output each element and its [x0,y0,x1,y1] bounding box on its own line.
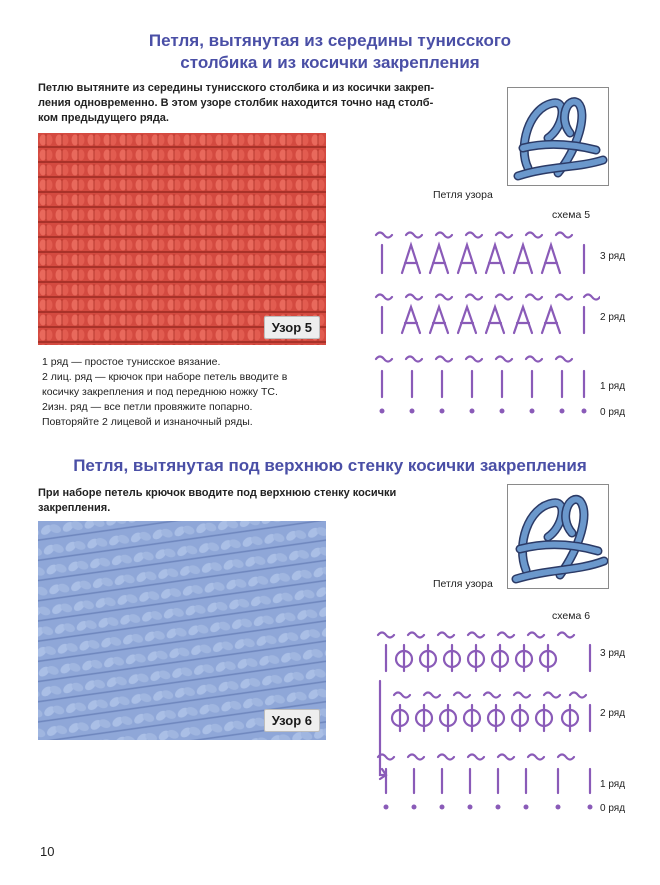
stitch-caption-1: Петля узора [433,189,493,201]
schema5-row1-label: 1 ряд [600,381,626,392]
step-3: косичку закрепления и под переднюю ножку ТС. [42,386,278,398]
section2-title: Петля, вытянутая под верхнюю стенку косички закрепления [73,456,587,475]
step-5: Повторяйте 2 лицевой и изнаночный ряды. [42,416,253,428]
section1-intro-line1: Петлю вытяните из середины тунисского столбика и из косички закреп- [38,82,434,94]
schema6-row3-label: 3 ряд [600,648,626,659]
pattern5-photo [38,133,326,345]
stitch-caption-2: Петля узора [433,578,493,590]
section2-intro-line2: закрепления. [38,502,111,514]
page-number: 10 [40,844,55,859]
schema6-diagram [370,625,600,820]
section2-intro [38,486,503,516]
pattern6-knit-texture [38,521,326,740]
schema5-row2-label: 2 ряд [600,312,626,323]
schema5-row0-label: 0 ряд [600,407,626,418]
section1-title [90,30,570,74]
pattern6-badge: Узор 6 [264,709,320,732]
schema6-row1-label: 1 ряд [600,779,626,790]
schema6-row0-label: 0 ряд [600,803,626,814]
schema6-label: схема 6 [552,610,591,622]
pattern5-knit-texture [38,133,326,345]
step-2: 2 лиц. ряд — крючок при наборе петель вводите в [42,371,288,383]
pattern6-photo [38,521,326,740]
section1-title-line1: Петля, вытянутая из середины тунисского [148,31,512,50]
section1-steps [42,355,352,430]
section2-intro-line1: При наборе петель крючок вводите под верхнюю стенку косички [38,487,397,499]
stitch-illustration-1 [507,87,609,186]
schema5-row3-label: 3 ряд [600,251,626,262]
step-4: 2изн. ряд — все петли провяжите попарно. [42,401,253,413]
schema5-label: схема 5 [552,209,591,221]
pattern5-badge: Узор 5 [264,316,320,339]
section1-title-line2: столбика и из косички закрепления [180,53,480,72]
section1-intro-line3: ком предыдущего ряда. [38,112,169,124]
step-1: 1 ряд — простое тунисское вязание. [42,356,221,368]
section1-intro-line2: ления одновременно. В этом узоре столбик находится точно над столб- [38,97,434,109]
schema5-diagram [370,225,600,425]
stitch-illustration-2 [507,484,609,589]
schema6-row2-label: 2 ряд [600,708,626,719]
section1-intro [38,81,508,126]
